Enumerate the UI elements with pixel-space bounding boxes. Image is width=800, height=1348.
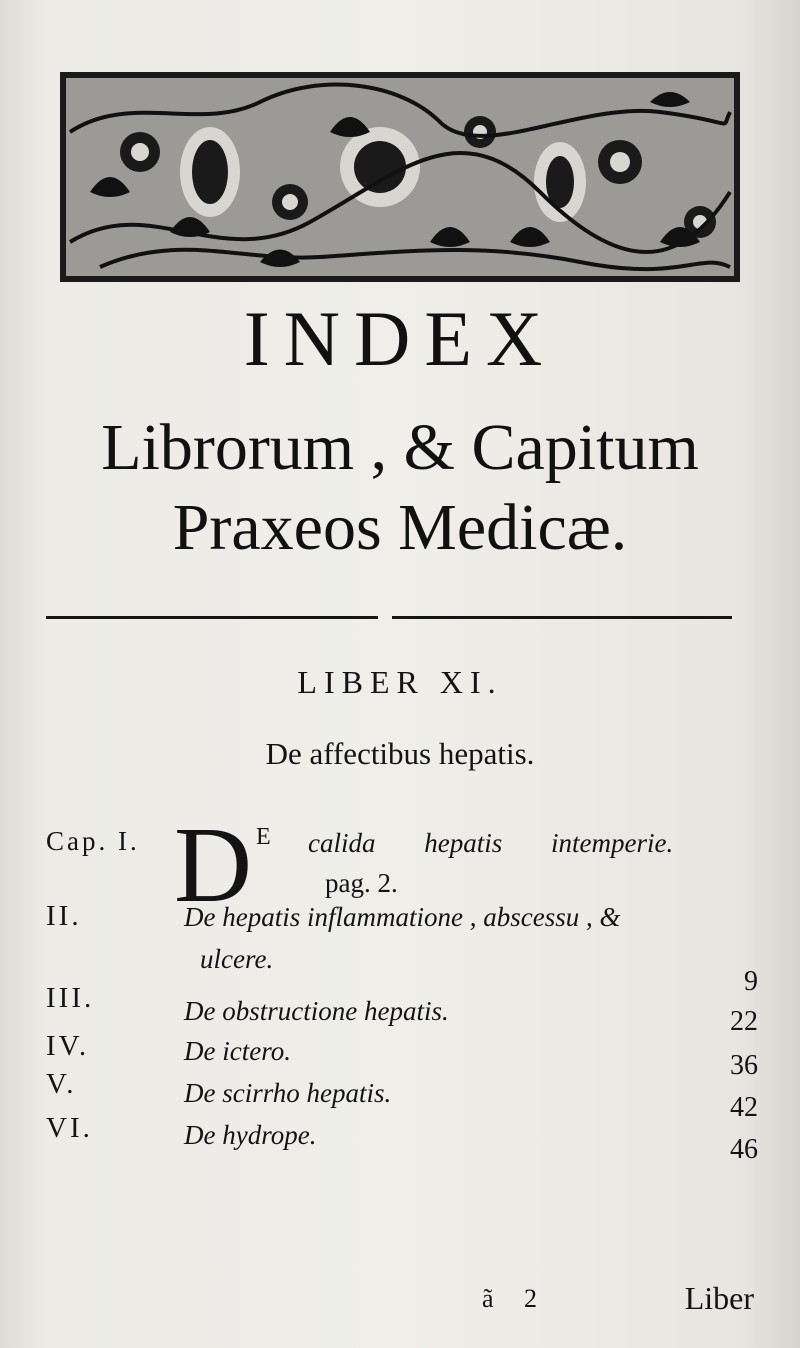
page-number: 22: [730, 1006, 758, 1037]
page-number: 46: [730, 1134, 758, 1165]
index-title: INDEX: [243, 295, 557, 382]
chapter-title: De hydrope.: [184, 1120, 317, 1150]
title-line-librorum: Librorum , & Capitum: [101, 411, 699, 484]
chapter-title: De scirrho hepatis.: [184, 1078, 392, 1108]
chapter-title: De ictero.: [184, 1036, 291, 1066]
floral-woodcut-ornament-icon: [60, 72, 740, 282]
chapter-number: IV.: [46, 1030, 90, 1062]
title-line-praxeos: Praxeos Medicæ.: [172, 491, 628, 564]
page-number: 42: [730, 1092, 758, 1123]
chapter-number: Cap. I.: [46, 826, 140, 856]
catchword: Liber: [684, 1280, 754, 1316]
chapter-number: III.: [46, 982, 95, 1014]
chapter-title: calida hepatis intemperie.: [308, 828, 674, 858]
chapter-number: V.: [46, 1068, 77, 1100]
drop-cap: D: [174, 806, 252, 925]
chapter-title-continuation: ulcere.: [200, 944, 274, 974]
page-number: 9: [744, 966, 758, 997]
book-heading: LIBER XI.: [297, 664, 503, 700]
page-reference: pag. 2.: [325, 868, 398, 898]
drop-cap-continuation: E: [256, 824, 271, 850]
signature-mark: ã 2: [482, 1284, 550, 1313]
divider-rule-right: [392, 616, 732, 619]
chapter-number: VI.: [46, 1112, 93, 1144]
chapter-title: De obstructione hepatis.: [184, 996, 449, 1026]
chapter-title: De hepatis inflammatione , abscessu , &: [184, 902, 621, 932]
page-number: 36: [730, 1050, 758, 1081]
chapter-number: II.: [46, 900, 82, 932]
book-subtitle: De affectibus hepatis.: [265, 736, 535, 771]
divider-rule-left: [46, 616, 378, 619]
